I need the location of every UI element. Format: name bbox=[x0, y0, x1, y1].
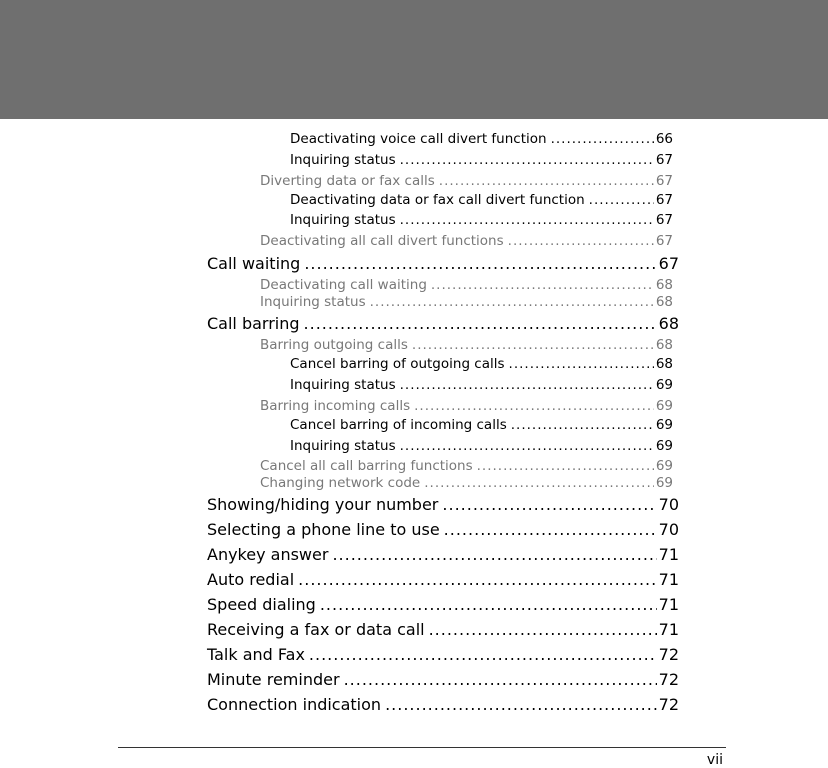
toc-entry-page: 67 bbox=[655, 212, 673, 228]
toc-dot-leader bbox=[400, 152, 654, 168]
toc-entry-title: Inquiring status bbox=[290, 438, 396, 454]
toc-entry[interactable] bbox=[207, 545, 679, 564]
toc-entry-page: 67 bbox=[655, 152, 673, 168]
toc-entry-title: Inquiring status bbox=[290, 377, 396, 393]
toc-dot-leader bbox=[400, 438, 654, 454]
toc-entry[interactable] bbox=[260, 337, 673, 353]
toc-entry[interactable] bbox=[290, 417, 673, 433]
toc-entry-title: Deactivating all call divert functions bbox=[260, 233, 504, 249]
toc-entry-page: 71 bbox=[658, 595, 679, 614]
toc-entry[interactable] bbox=[207, 595, 679, 614]
toc-entry[interactable] bbox=[290, 212, 673, 228]
toc-entry-title: Auto redial bbox=[207, 570, 295, 589]
toc-dot-leader bbox=[429, 620, 657, 639]
toc-entry[interactable] bbox=[260, 458, 673, 474]
toc-entry-title: Deactivating data or fax call divert function bbox=[290, 192, 585, 208]
toc-entry-title: Diverting data or fax calls bbox=[260, 173, 435, 189]
toc-entry-page: 68 bbox=[655, 277, 673, 293]
toc-entry-title: Deactivating call waiting bbox=[260, 277, 427, 293]
toc-dot-leader bbox=[400, 212, 654, 228]
toc-dot-leader bbox=[508, 233, 654, 249]
toc-entry-page: 67 bbox=[655, 173, 673, 189]
toc-entry-page: 69 bbox=[655, 458, 673, 474]
toc-dot-leader bbox=[298, 570, 656, 589]
toc-dot-leader bbox=[304, 314, 657, 333]
toc-dot-leader bbox=[551, 131, 654, 147]
header-band bbox=[0, 0, 828, 119]
toc-entry-page: 68 bbox=[658, 314, 679, 333]
toc-entry-page: 68 bbox=[655, 337, 673, 353]
toc-entry[interactable] bbox=[290, 131, 673, 147]
toc-entry-page: 67 bbox=[658, 254, 679, 273]
toc-entry-title: Cancel all call barring functions bbox=[260, 458, 473, 474]
toc-entry[interactable] bbox=[290, 377, 673, 393]
toc-entry-page: 70 bbox=[658, 495, 679, 514]
toc-entry[interactable] bbox=[207, 520, 679, 539]
toc-entry-title: Minute reminder bbox=[207, 670, 340, 689]
toc-entry-page: 68 bbox=[655, 294, 673, 310]
toc-dot-leader bbox=[332, 545, 656, 564]
toc-entry-title: Changing network code bbox=[260, 475, 421, 491]
toc-entry-title: Barring incoming calls bbox=[260, 398, 411, 414]
toc-entry-page: 71 bbox=[658, 545, 679, 564]
toc-entry-title: Inquiring status bbox=[290, 212, 396, 228]
toc-dot-leader bbox=[344, 670, 657, 689]
toc-entry-page: 70 bbox=[658, 520, 679, 539]
toc-entry-title: Inquiring status bbox=[260, 294, 366, 310]
toc-entry-title: Speed dialing bbox=[207, 595, 316, 614]
toc-dot-leader bbox=[304, 254, 656, 273]
toc-entry[interactable] bbox=[260, 173, 673, 189]
toc-dot-leader bbox=[431, 277, 654, 293]
toc-entry-page: 67 bbox=[655, 192, 673, 208]
toc-entry[interactable] bbox=[290, 356, 673, 372]
toc-entry-page: 71 bbox=[658, 620, 679, 639]
toc-entry-title: Call waiting bbox=[207, 254, 301, 273]
toc-entry-title: Connection indication bbox=[207, 695, 382, 714]
toc-entry-page: 69 bbox=[655, 438, 673, 454]
toc-entry-page: 72 bbox=[658, 695, 679, 714]
toc-entry-title: Receiving a fax or data call bbox=[207, 620, 425, 639]
toc-entry[interactable] bbox=[260, 277, 673, 293]
toc-entry-title: Anykey answer bbox=[207, 545, 329, 564]
toc-dot-leader bbox=[439, 173, 654, 189]
toc-entry-title: Inquiring status bbox=[290, 152, 396, 168]
toc-dot-leader bbox=[509, 356, 654, 372]
toc-entry-page: 67 bbox=[655, 233, 673, 249]
toc-entry-title: Cancel barring of outgoing calls bbox=[290, 356, 505, 372]
toc-entry[interactable] bbox=[207, 620, 679, 639]
toc-entry-page: 68 bbox=[655, 356, 673, 372]
toc-entry[interactable] bbox=[260, 233, 673, 249]
toc-dot-leader bbox=[309, 645, 657, 664]
toc-entry-page: 69 bbox=[655, 417, 673, 433]
toc-entry-title: Call barring bbox=[207, 314, 300, 333]
toc-dot-leader bbox=[414, 398, 654, 414]
toc-dot-leader bbox=[320, 595, 657, 614]
toc-entry-page: 71 bbox=[658, 570, 679, 589]
toc-entry[interactable] bbox=[260, 398, 673, 414]
toc-entry-title: Deactivating voice call divert function bbox=[290, 131, 547, 147]
toc-entry[interactable] bbox=[290, 438, 673, 454]
toc-dot-leader bbox=[511, 417, 654, 433]
toc-entry-page: 72 bbox=[658, 670, 679, 689]
toc-entry-title: Cancel barring of incoming calls bbox=[290, 417, 507, 433]
toc-entry-title: Talk and Fax bbox=[207, 645, 305, 664]
toc-entry[interactable] bbox=[207, 645, 679, 664]
toc-entry[interactable] bbox=[290, 152, 673, 168]
toc-entry[interactable] bbox=[207, 495, 679, 514]
toc-dot-leader bbox=[400, 377, 654, 393]
toc-entry-page: 69 bbox=[655, 398, 673, 414]
toc-entry-page: 66 bbox=[655, 131, 673, 147]
toc-dot-leader bbox=[412, 337, 654, 353]
toc-dot-leader bbox=[589, 192, 654, 208]
toc-entry[interactable] bbox=[207, 254, 679, 273]
toc-dot-leader bbox=[477, 458, 654, 474]
toc-entry-title: Selecting a phone line to use bbox=[207, 520, 440, 539]
toc-entry-title: Barring outgoing calls bbox=[260, 337, 408, 353]
toc-dot-leader bbox=[442, 495, 656, 514]
toc-entry[interactable] bbox=[260, 475, 673, 491]
footer-rule bbox=[118, 747, 726, 748]
toc-dot-leader bbox=[444, 520, 657, 539]
toc-entry[interactable] bbox=[207, 570, 679, 589]
toc-entry[interactable] bbox=[260, 294, 673, 310]
toc-dot-leader bbox=[424, 475, 654, 491]
toc-entry-title: Showing/hiding your number bbox=[207, 495, 439, 514]
toc-entry[interactable] bbox=[207, 670, 679, 689]
toc-dot-leader bbox=[385, 695, 657, 714]
toc-entry-page: 69 bbox=[655, 475, 673, 491]
toc-entry[interactable] bbox=[207, 695, 679, 714]
toc-entry[interactable] bbox=[207, 314, 679, 333]
toc-entry[interactable] bbox=[290, 192, 673, 208]
toc-entry-page: 72 bbox=[658, 645, 679, 664]
toc-dot-leader bbox=[370, 294, 654, 310]
page-number: vii bbox=[706, 752, 723, 768]
toc-entry-page: 69 bbox=[655, 377, 673, 393]
